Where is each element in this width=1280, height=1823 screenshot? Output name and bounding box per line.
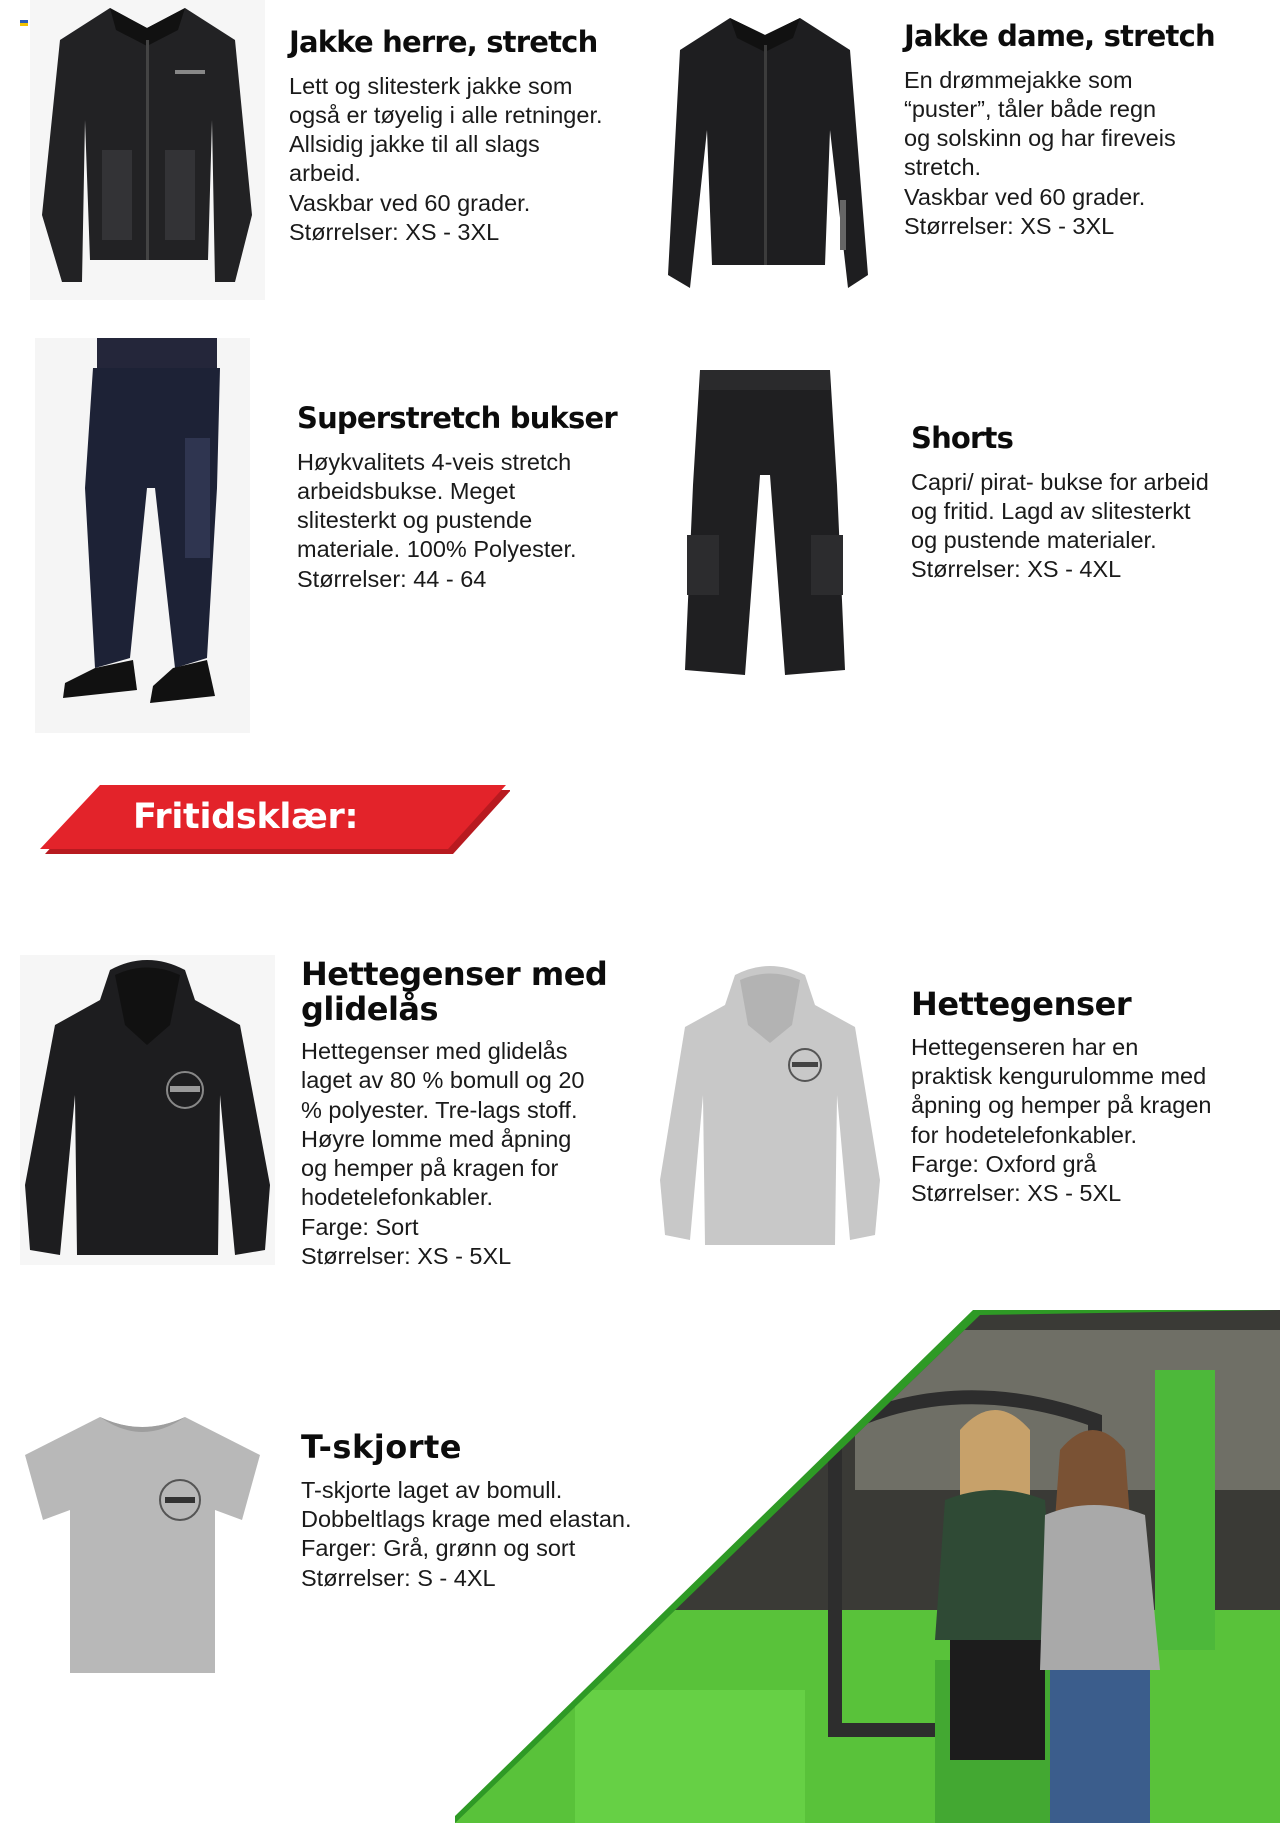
promo-photo-tractor	[455, 1310, 1280, 1823]
description-line: En drømmejakke som	[904, 66, 1133, 93]
title-line: Hettegenser med	[301, 955, 608, 993]
description-line: også er tøyelig i alle retninger.	[289, 101, 603, 128]
description-line: for hodetelefonkabler.	[911, 1121, 1138, 1148]
description-line: arbeid.	[289, 160, 361, 187]
capri-shorts-image	[665, 365, 865, 680]
description-line: Hettegenseren har en	[911, 1033, 1139, 1060]
grey-hoodie-image	[655, 965, 885, 1255]
product-title: Jakke herre, stretch	[289, 25, 598, 59]
product-card-grey-hoodie	[911, 985, 1212, 1208]
product-title: Hettegenser	[911, 985, 1132, 1023]
product-card-zip-hoodie	[301, 957, 607, 1271]
description-line: Størrelser: XS - 5XL	[301, 1243, 512, 1270]
description-line: hodetelefonkabler.	[301, 1184, 494, 1211]
description-line: arbeidsbukse. Meget	[297, 477, 516, 504]
description-line: Høyre lomme med åpning	[301, 1125, 572, 1152]
description-line: “puster”, tåler både regn	[904, 95, 1157, 122]
description-line: praktisk kengurulomme med	[911, 1062, 1207, 1089]
flag-icon	[20, 20, 28, 26]
description-line: Størrelser: XS - 3XL	[289, 219, 500, 246]
description-line: Størrelser: 44 - 64	[297, 565, 487, 592]
description-line: slitesterkt og pustende	[297, 507, 533, 534]
work-trousers-image	[35, 338, 250, 733]
product-card-womens-jacket	[904, 19, 1215, 241]
description-line: Lett og slitesterk jakke som	[289, 72, 573, 99]
description-line: Høykvalitets 4-veis stretch	[297, 448, 572, 475]
product-card-trousers	[297, 401, 617, 594]
description-line: laget av 80 % bomull og 20	[301, 1067, 585, 1094]
description-line: Farge: Oxford grå	[911, 1150, 1097, 1177]
description-line: Allsidig jakke til all slags	[289, 131, 540, 158]
product-card-shorts	[911, 421, 1209, 585]
product-title: Superstretch bukser	[297, 401, 617, 435]
description-line: Størrelser: XS - 3XL	[904, 213, 1115, 240]
description-line: og pustende materialer.	[911, 527, 1157, 554]
description-line: og fritid. Lagd av slitesterkt	[911, 497, 1191, 524]
womens-jacket-image	[650, 10, 880, 300]
description-line: Farger: Grå, grønn og sort	[301, 1535, 576, 1562]
description-line: Vaskbar ved 60 grader.	[904, 183, 1146, 210]
description-line: åpning og hemper på kragen	[911, 1092, 1212, 1119]
product-title	[301, 957, 607, 1027]
description-line: Størrelser: S - 4XL	[301, 1564, 496, 1591]
product-description	[911, 468, 1209, 585]
description-line: og hemper på kragen for	[301, 1155, 559, 1182]
mens-jacket-image	[30, 0, 265, 300]
description-line: og solskinn og har fireveis	[904, 125, 1176, 152]
description-line: materiale. 100% Polyester.	[297, 536, 577, 563]
product-description	[911, 1033, 1212, 1209]
description-line: stretch.	[904, 154, 982, 181]
description-line: Hettegenser med glidelås	[301, 1038, 568, 1064]
description-line: Dobbeltlags krage med elastan.	[301, 1505, 632, 1532]
product-card-mens-jacket	[289, 25, 603, 247]
description-line: % polyester. Tre-lags stoff.	[301, 1096, 578, 1123]
title-line: glidelås	[301, 990, 439, 1028]
tshirt-image	[20, 1415, 265, 1675]
product-description	[301, 1037, 607, 1271]
product-title: T-skjorte	[301, 1428, 462, 1466]
product-title: Jakke dame, stretch	[904, 19, 1215, 53]
section-banner-title: Fritidsklær:	[133, 797, 359, 837]
description-line: Størrelser: XS - 4XL	[911, 556, 1122, 583]
product-description	[289, 72, 603, 248]
description-line: Størrelser: XS - 5XL	[911, 1180, 1122, 1207]
description-line: Vaskbar ved 60 grader.	[289, 189, 531, 216]
product-title: Shorts	[911, 421, 1014, 455]
product-description	[904, 66, 1215, 242]
zip-hoodie-image	[20, 955, 275, 1265]
description-line: Farge: Sort	[301, 1213, 419, 1240]
product-description	[297, 448, 617, 594]
description-line: Capri/ pirat- bukse for arbeid	[911, 468, 1209, 495]
description-line: T-skjorte laget av bomull.	[301, 1476, 563, 1503]
